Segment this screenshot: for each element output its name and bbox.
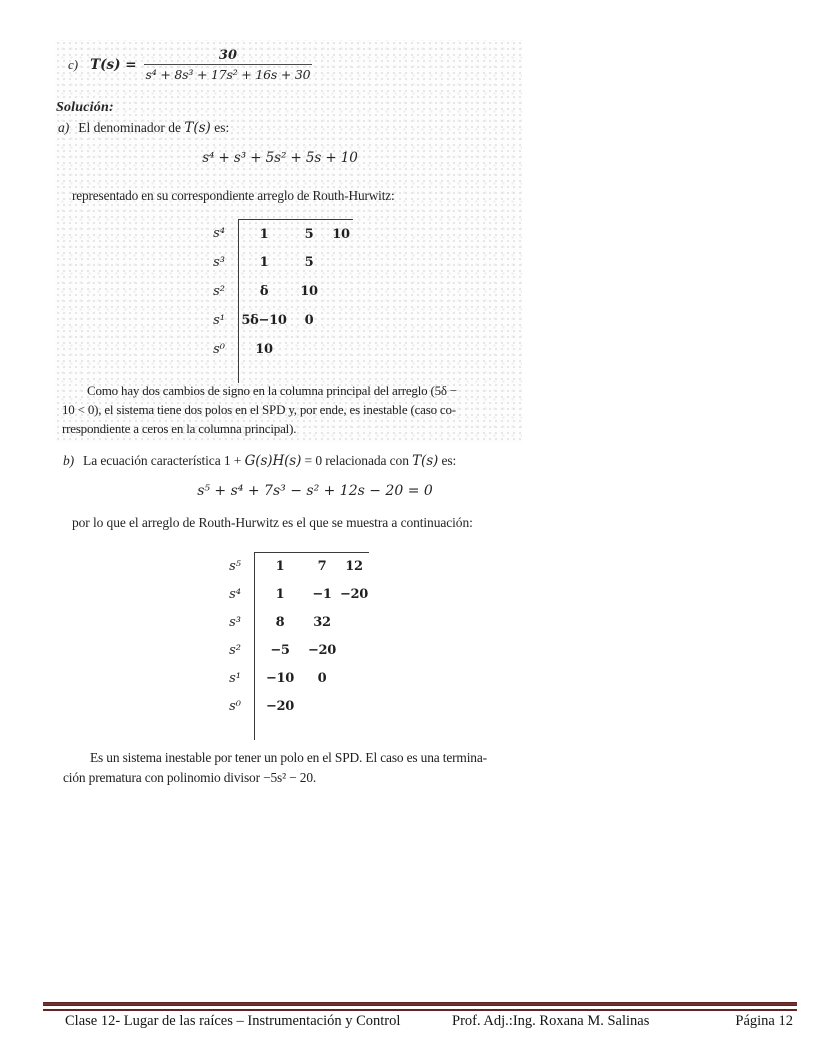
footer-rule-thin xyxy=(43,1009,797,1011)
part-a-intro-math: T(s) xyxy=(184,120,211,136)
routh-row xyxy=(204,552,369,580)
routh-power-label: s⁰ xyxy=(213,342,225,357)
part-b-intro-math1: G(s)H(s) xyxy=(244,453,302,469)
routh-cell: 1 xyxy=(259,226,269,242)
text-line: ción prematura con polinomio divisor −5s² − 20. xyxy=(63,769,317,785)
routh-cell: 1 xyxy=(275,586,285,602)
routh-array-a xyxy=(188,219,353,383)
transfer-function-equation xyxy=(68,48,312,82)
routh-rule-tail xyxy=(204,720,369,740)
routh-power-label: s⁵ xyxy=(229,558,241,574)
routh-cell: 7 xyxy=(317,559,327,574)
routh-row xyxy=(188,219,353,248)
part-b-conclusion xyxy=(63,748,583,787)
routh-power-label: s¹ xyxy=(213,313,225,328)
routh-cell: 12 xyxy=(345,559,363,574)
routh-cell: 5 xyxy=(304,255,314,270)
routh-cell: 1 xyxy=(275,559,285,574)
routh-row xyxy=(204,664,369,692)
footer-page-number: Página 12 xyxy=(735,1013,793,1029)
part-b-intro-mid: = 0 relacionada con xyxy=(301,453,413,468)
routh-cell: −10 xyxy=(265,670,295,686)
text-line: 10 < 0), el sistema tiene dos polos en el SPD y, por ende, es inestable (caso co- xyxy=(62,402,456,417)
part-b-intro xyxy=(63,453,456,469)
part-b-intro-math2: T(s) xyxy=(412,453,439,469)
routh-row xyxy=(204,608,369,636)
routh-power-label: s³ xyxy=(229,614,241,630)
routh-row xyxy=(188,277,353,306)
part-b-intro-text: La ecuación característica 1 + xyxy=(83,453,245,468)
scanned-solution-excerpt xyxy=(55,40,522,443)
footer-course-title: Clase 12- Lugar de las raíces – Instrumentación y Control xyxy=(65,1013,401,1029)
routh-cell: 8 xyxy=(275,614,285,630)
text-line: Es un sistema inestable por tener un polo en el SPD. El caso es una termina- xyxy=(90,750,487,765)
routh-power-label: s² xyxy=(213,284,225,299)
routh-intro-a: representado en su correspondiente arreglo de Routh-Hurwitz: xyxy=(72,188,395,203)
footer-professor: Prof. Adj.:Ing. Roxana M. Salinas xyxy=(452,1013,650,1029)
routh-cell: 10 xyxy=(300,284,318,299)
text-line: Como hay dos cambios de signo en la columna principal del arreglo (5δ − xyxy=(87,383,458,398)
routh-cell: −5 xyxy=(270,642,290,658)
routh-cell: −20 xyxy=(307,642,337,658)
routh-power-label: s² xyxy=(229,642,241,658)
fraction xyxy=(144,48,313,82)
routh-power-label: s⁴ xyxy=(213,226,225,241)
routh-cell: −20 xyxy=(339,586,369,602)
routh-cell: 0 xyxy=(304,313,314,328)
part-a-intro xyxy=(58,120,229,136)
routh-power-label: s³ xyxy=(213,255,225,270)
characteristic-equation: s⁵ + s⁴ + 7s³ − s² + 12s − 20 = 0 xyxy=(197,483,433,499)
routh-row xyxy=(188,306,353,335)
part-a-label: a) xyxy=(58,120,70,135)
routh-cell: δ xyxy=(259,284,269,299)
routh-row xyxy=(204,580,369,608)
text-line: rrespondiente a ceros en la columna principal). xyxy=(62,421,297,436)
routh-array-b xyxy=(204,552,369,740)
routh-row xyxy=(204,692,369,720)
solution-heading: Solución: xyxy=(56,100,114,115)
transfer-function-lhs: T(s) = xyxy=(90,57,137,73)
routh-cell: 5 xyxy=(304,226,314,242)
routh-power-label: s¹ xyxy=(229,670,241,686)
part-b-label: b) xyxy=(63,453,75,468)
routh-row xyxy=(204,636,369,664)
footer-rule-thick xyxy=(43,1002,797,1006)
part-a-intro-text: El denominador de xyxy=(78,120,185,135)
routh-intro-b: por lo que el arreglo de Routh-Hurwitz es el que se muestra a continuación: xyxy=(72,515,473,530)
part-a-intro-suffix: es: xyxy=(210,120,230,135)
routh-cell: −20 xyxy=(265,698,295,714)
routh-cell: 10 xyxy=(255,342,273,357)
routh-cell: 0 xyxy=(317,670,327,686)
item-c-label: c) xyxy=(68,57,79,72)
part-a-conclusion xyxy=(62,381,520,438)
routh-power-label: s⁴ xyxy=(229,586,241,602)
fraction-numerator: 30 xyxy=(144,48,313,65)
fraction-denominator: s⁴ + 8s³ + 17s² + 16s + 30 xyxy=(145,67,311,82)
routh-cell: −1 xyxy=(312,586,332,602)
routh-power-label: s⁰ xyxy=(229,698,241,714)
routh-row xyxy=(188,248,353,277)
routh-cell: 32 xyxy=(313,614,331,630)
part-b-intro-suffix: es: xyxy=(438,453,457,468)
routh-row xyxy=(188,335,353,364)
routh-cell: 1 xyxy=(259,255,269,270)
routh-cell: 10 xyxy=(332,226,350,242)
routh-cell: 5δ−10 xyxy=(241,313,287,328)
denominator-polynomial: s⁴ + s³ + 5s² + 5s + 10 xyxy=(202,150,358,166)
